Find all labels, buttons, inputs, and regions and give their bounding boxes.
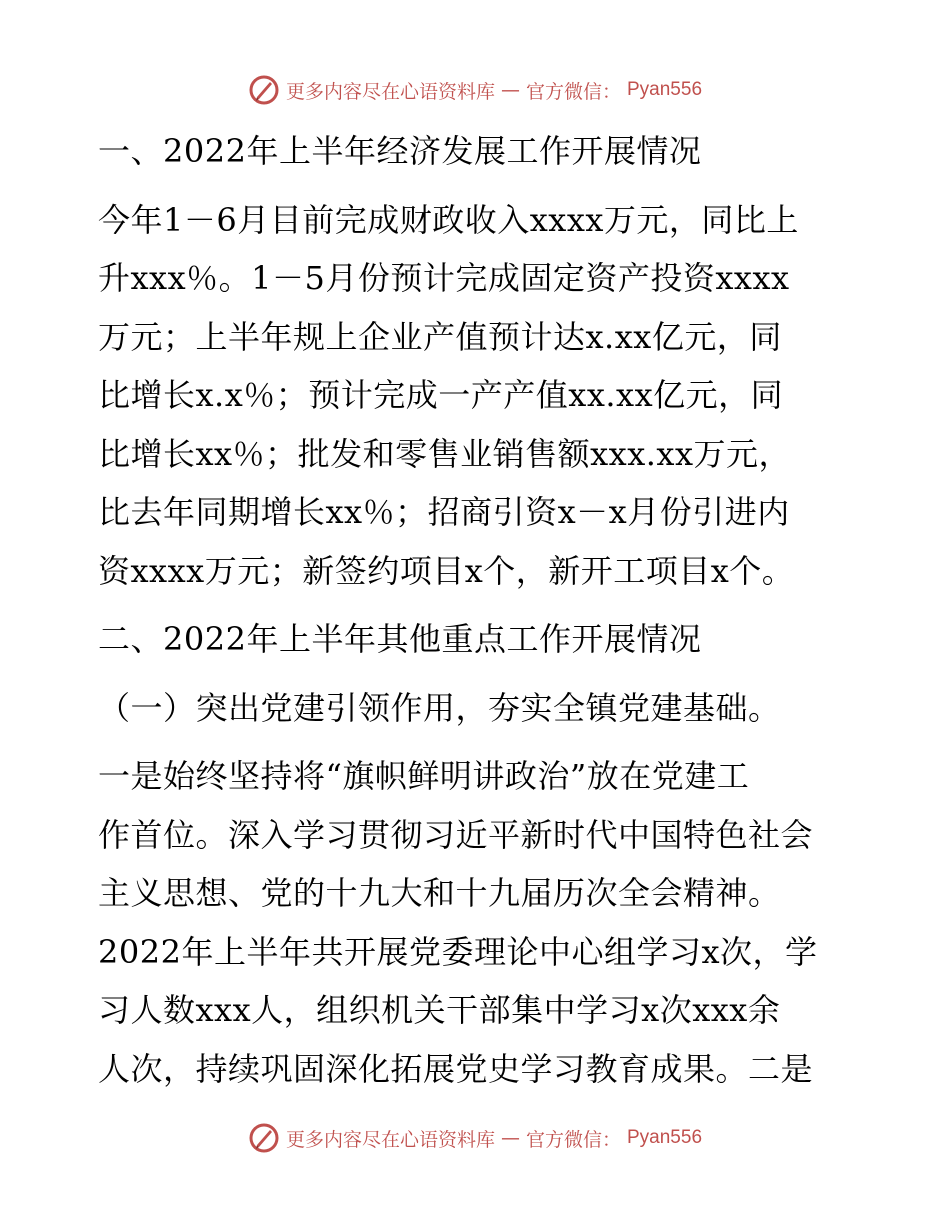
paragraph-line: 2022年上半年共开展党委理论中心组学习x次，学 <box>98 932 818 971</box>
watermark-brand: 更多内容尽在心语资料库 <box>285 80 495 103</box>
paragraph-line: 比去年同期增长xx％；招商引资x－x月份引进内 <box>98 493 790 531</box>
quill-logo-icon <box>248 74 280 106</box>
watermark-brand: 更多内容尽在心语资料库 <box>285 1128 495 1151</box>
watermark-label: 官方微信： <box>525 1128 621 1151</box>
section-heading: 一、2022年上半年经济发展工作开展情况 <box>98 132 702 170</box>
watermark-footer <box>0 1118 950 1158</box>
paragraph-line: 升xxx％。1－5月份预计完成固定资产投资xxxx <box>98 259 790 297</box>
paragraph-line: 习人数xxx人，组织机关干部集中学习x次xxx余 <box>98 991 781 1029</box>
watermark-dash: — <box>500 1127 520 1149</box>
paragraph-line: 作首位。深入学习贯彻习近平新时代中国特色社会 <box>98 815 814 854</box>
watermark-wechat-id: Pyan556 <box>627 79 703 100</box>
watermark-header <box>0 70 950 110</box>
quill-logo-icon <box>248 1122 280 1154</box>
document-body <box>98 122 858 1098</box>
paragraph-line: 万元；上半年规上企业产值预计达x.xx亿元，同 <box>98 317 782 356</box>
watermark-dash: — <box>500 79 520 101</box>
paragraph-line: 今年1－6月目前完成财政收入xxxx万元，同比上 <box>98 200 799 239</box>
watermark-wechat-id: Pyan556 <box>627 1127 703 1148</box>
paragraph-line: 比增长x.x％；预计完成一产产值xx.xx亿元，同 <box>98 376 784 414</box>
paragraph-line: 资xxxx万元；新签约项目x个，新开工项目x个。 <box>98 551 795 590</box>
paragraph-line: 主义思想、党的十九大和十九届历次全会精神。 <box>98 874 781 912</box>
paragraph-line: 人次，持续巩固深化拓展党史学习教育成果。二是 <box>98 1049 814 1088</box>
section-heading: 二、2022年上半年其他重点工作开展情况 <box>98 620 702 658</box>
watermark-label: 官方微信： <box>525 80 621 103</box>
paragraph-line: 比增长xx％；批发和零售业销售额xxx.xx万元， <box>98 434 792 473</box>
subsection-heading: （一）突出党建引领作用，夯实全镇党建基础。 <box>98 688 781 727</box>
paragraph-line: 一是始终坚持将“旗帜鲜明讲政治”放在党建工 <box>98 757 750 795</box>
